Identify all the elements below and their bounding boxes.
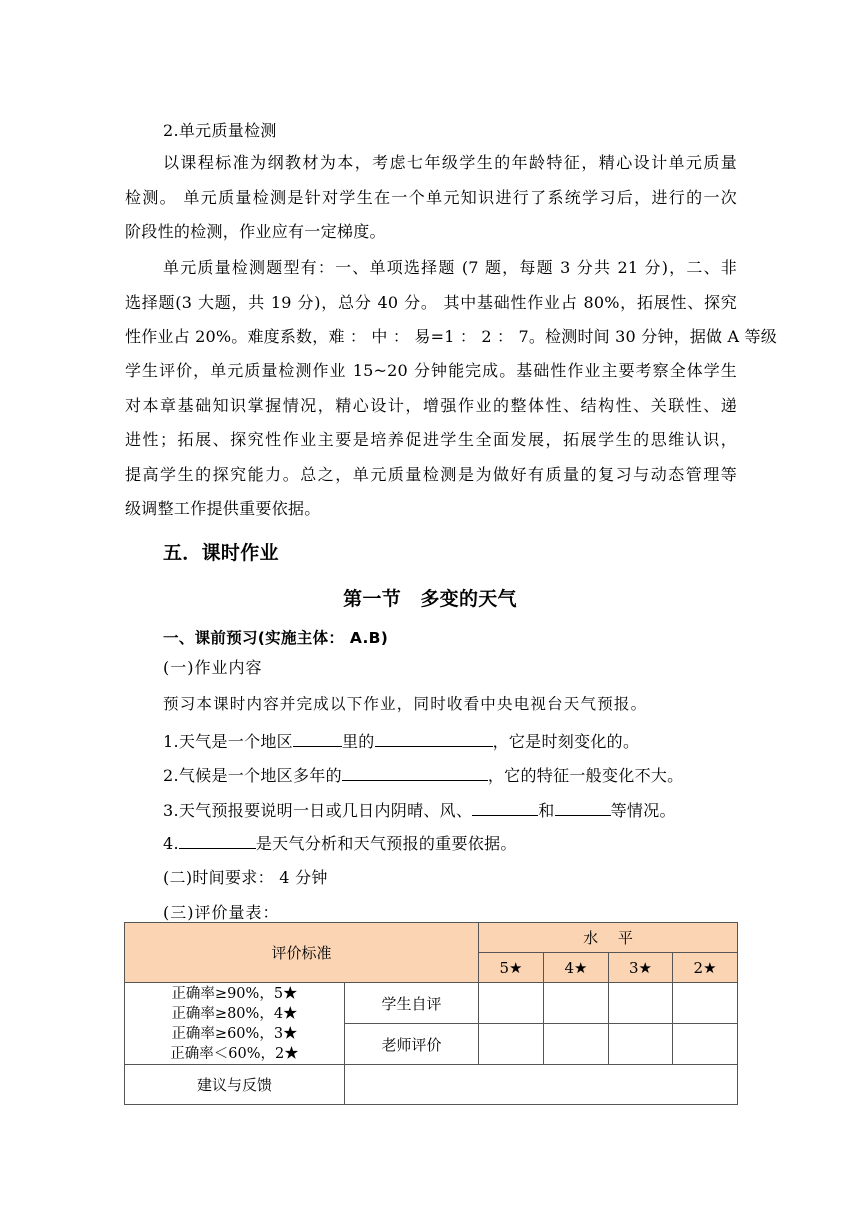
answer-blank[interactable]: [472, 799, 538, 816]
teacher-eval-4-cell[interactable]: [544, 1024, 609, 1065]
answer-blank[interactable]: [293, 730, 342, 747]
paragraph-line: 阶段性的检测，作业应有一定梯度。: [125, 222, 386, 241]
subheading-content: (一)作业内容: [163, 658, 263, 677]
paragraph-line: 提高学生的探究能力。总之，单元质量检测是为做好有质量的复习与动态管理等: [125, 465, 737, 484]
feedback-cell[interactable]: [345, 1065, 738, 1105]
level-5-stars: 5★: [479, 953, 544, 983]
paragraph-line: 学生评价，单元质量检测作业 15~20 分钟能完成。基础性作业主要考察全体学生: [125, 361, 737, 380]
question-4-text-a: 4.: [163, 834, 179, 853]
question-3-text-a: 3.天气预报要说明一日或几日内阴晴、风、: [163, 801, 473, 820]
self-eval-4-cell[interactable]: [544, 983, 609, 1024]
criteria-item: 正确率＜60%，2★: [170, 1045, 299, 1062]
paragraph-line: 对本章基础知识掌握情况，精心设计，增强作业的整体性、结构性、关联性、递: [125, 396, 737, 415]
level-3-stars: 3★: [609, 953, 673, 983]
level-2-stars: 2★: [673, 953, 738, 983]
answer-blank[interactable]: [555, 799, 611, 816]
paragraph-line: 性作业占 20%。难度系数，难 ： 中 ： 易=1 ： 2 ： 7。检测时间 30 分钟，据做 A 等级: [125, 327, 777, 346]
self-eval-2-cell[interactable]: [673, 983, 738, 1024]
question-3-text-b: 和: [538, 801, 555, 820]
paragraph-line: 进性；拓展、探究性作业主要是培养促进学生全面发展，拓展学生的思维认识，: [125, 430, 737, 449]
question-4-text-c: 是天气分析和天气预报的重要依据。: [255, 834, 517, 853]
question-2: [163, 764, 683, 787]
paragraph-line: 级调整工作提供重要依据。: [125, 499, 321, 518]
level-4-stars: 4★: [544, 953, 609, 983]
intro-text: 预习本课时内容并完成以下作业，同时收看中央电视台天气预报。: [163, 695, 648, 713]
criteria-header: 评价标准: [125, 923, 479, 983]
teacher-eval-2-cell[interactable]: [673, 1024, 738, 1065]
teacher-eval-label: 老师评价: [345, 1024, 479, 1065]
criteria-item: 正确率≥90%，5★: [171, 985, 298, 1002]
evaluation-table: [124, 922, 738, 1105]
question-3: [163, 799, 676, 822]
self-eval-label: 学生自评: [345, 983, 479, 1024]
question-2-text-a: 2.气候是一个地区多年的: [163, 766, 342, 785]
self-eval-3-cell[interactable]: [609, 983, 673, 1024]
question-1-text-a: 1.天气是一个地区: [163, 732, 293, 751]
preview-heading: 一、课前预习(实施主体： A.B): [163, 629, 389, 647]
section-title-lesson-homework: 五．课时作业: [163, 542, 279, 564]
answer-blank[interactable]: [179, 832, 256, 849]
subheading-time: (二)时间要求： 4 分钟: [163, 868, 328, 887]
lesson-title: 第一节 多变的天气: [343, 588, 517, 610]
criteria-item: 正确率≥60%，3★: [171, 1025, 298, 1042]
teacher-eval-3-cell[interactable]: [609, 1024, 673, 1065]
teacher-eval-5-cell[interactable]: [479, 1024, 544, 1065]
paragraph-line: 以课程标准为纲教材为本，考虑七年级学生的年龄特征，精心设计单元质量: [163, 153, 737, 172]
paragraph-line: 单元质量检测题型有：一、单项选择题 (7 题，每题 3 分共 21 分)，二、非: [163, 258, 737, 277]
question-1-text-c: ，它是时刻变化的。: [492, 732, 640, 751]
feedback-label: 建议与反馈: [125, 1065, 345, 1105]
paragraph-line: 检测。 单元质量检测是针对学生在一个单元知识进行了系统学习后，进行的一次: [125, 188, 737, 207]
question-2-text-c: ，它的特征一般变化不大。: [487, 766, 684, 785]
paragraph-line: 选择题(3 大题，共 19 分)，总分 40 分。 其中基础性作业占 80%，拓展性、探究: [125, 293, 737, 312]
question-1: [163, 730, 639, 753]
answer-blank[interactable]: [375, 730, 493, 747]
level-header: 水 平: [479, 923, 738, 953]
criteria-list: [125, 983, 345, 1065]
question-4: [163, 832, 517, 855]
question-3-text-c: 等情况。: [610, 801, 676, 820]
subheading-rubric: (三)评价量表：: [163, 903, 280, 922]
question-1-text-b: 里的: [341, 732, 375, 751]
criteria-item: 正确率≥80%，4★: [171, 1005, 298, 1022]
answer-blank[interactable]: [342, 764, 488, 781]
self-eval-5-cell[interactable]: [479, 983, 544, 1024]
section-title-unit-quality-check: 2.单元质量检测: [163, 121, 277, 140]
